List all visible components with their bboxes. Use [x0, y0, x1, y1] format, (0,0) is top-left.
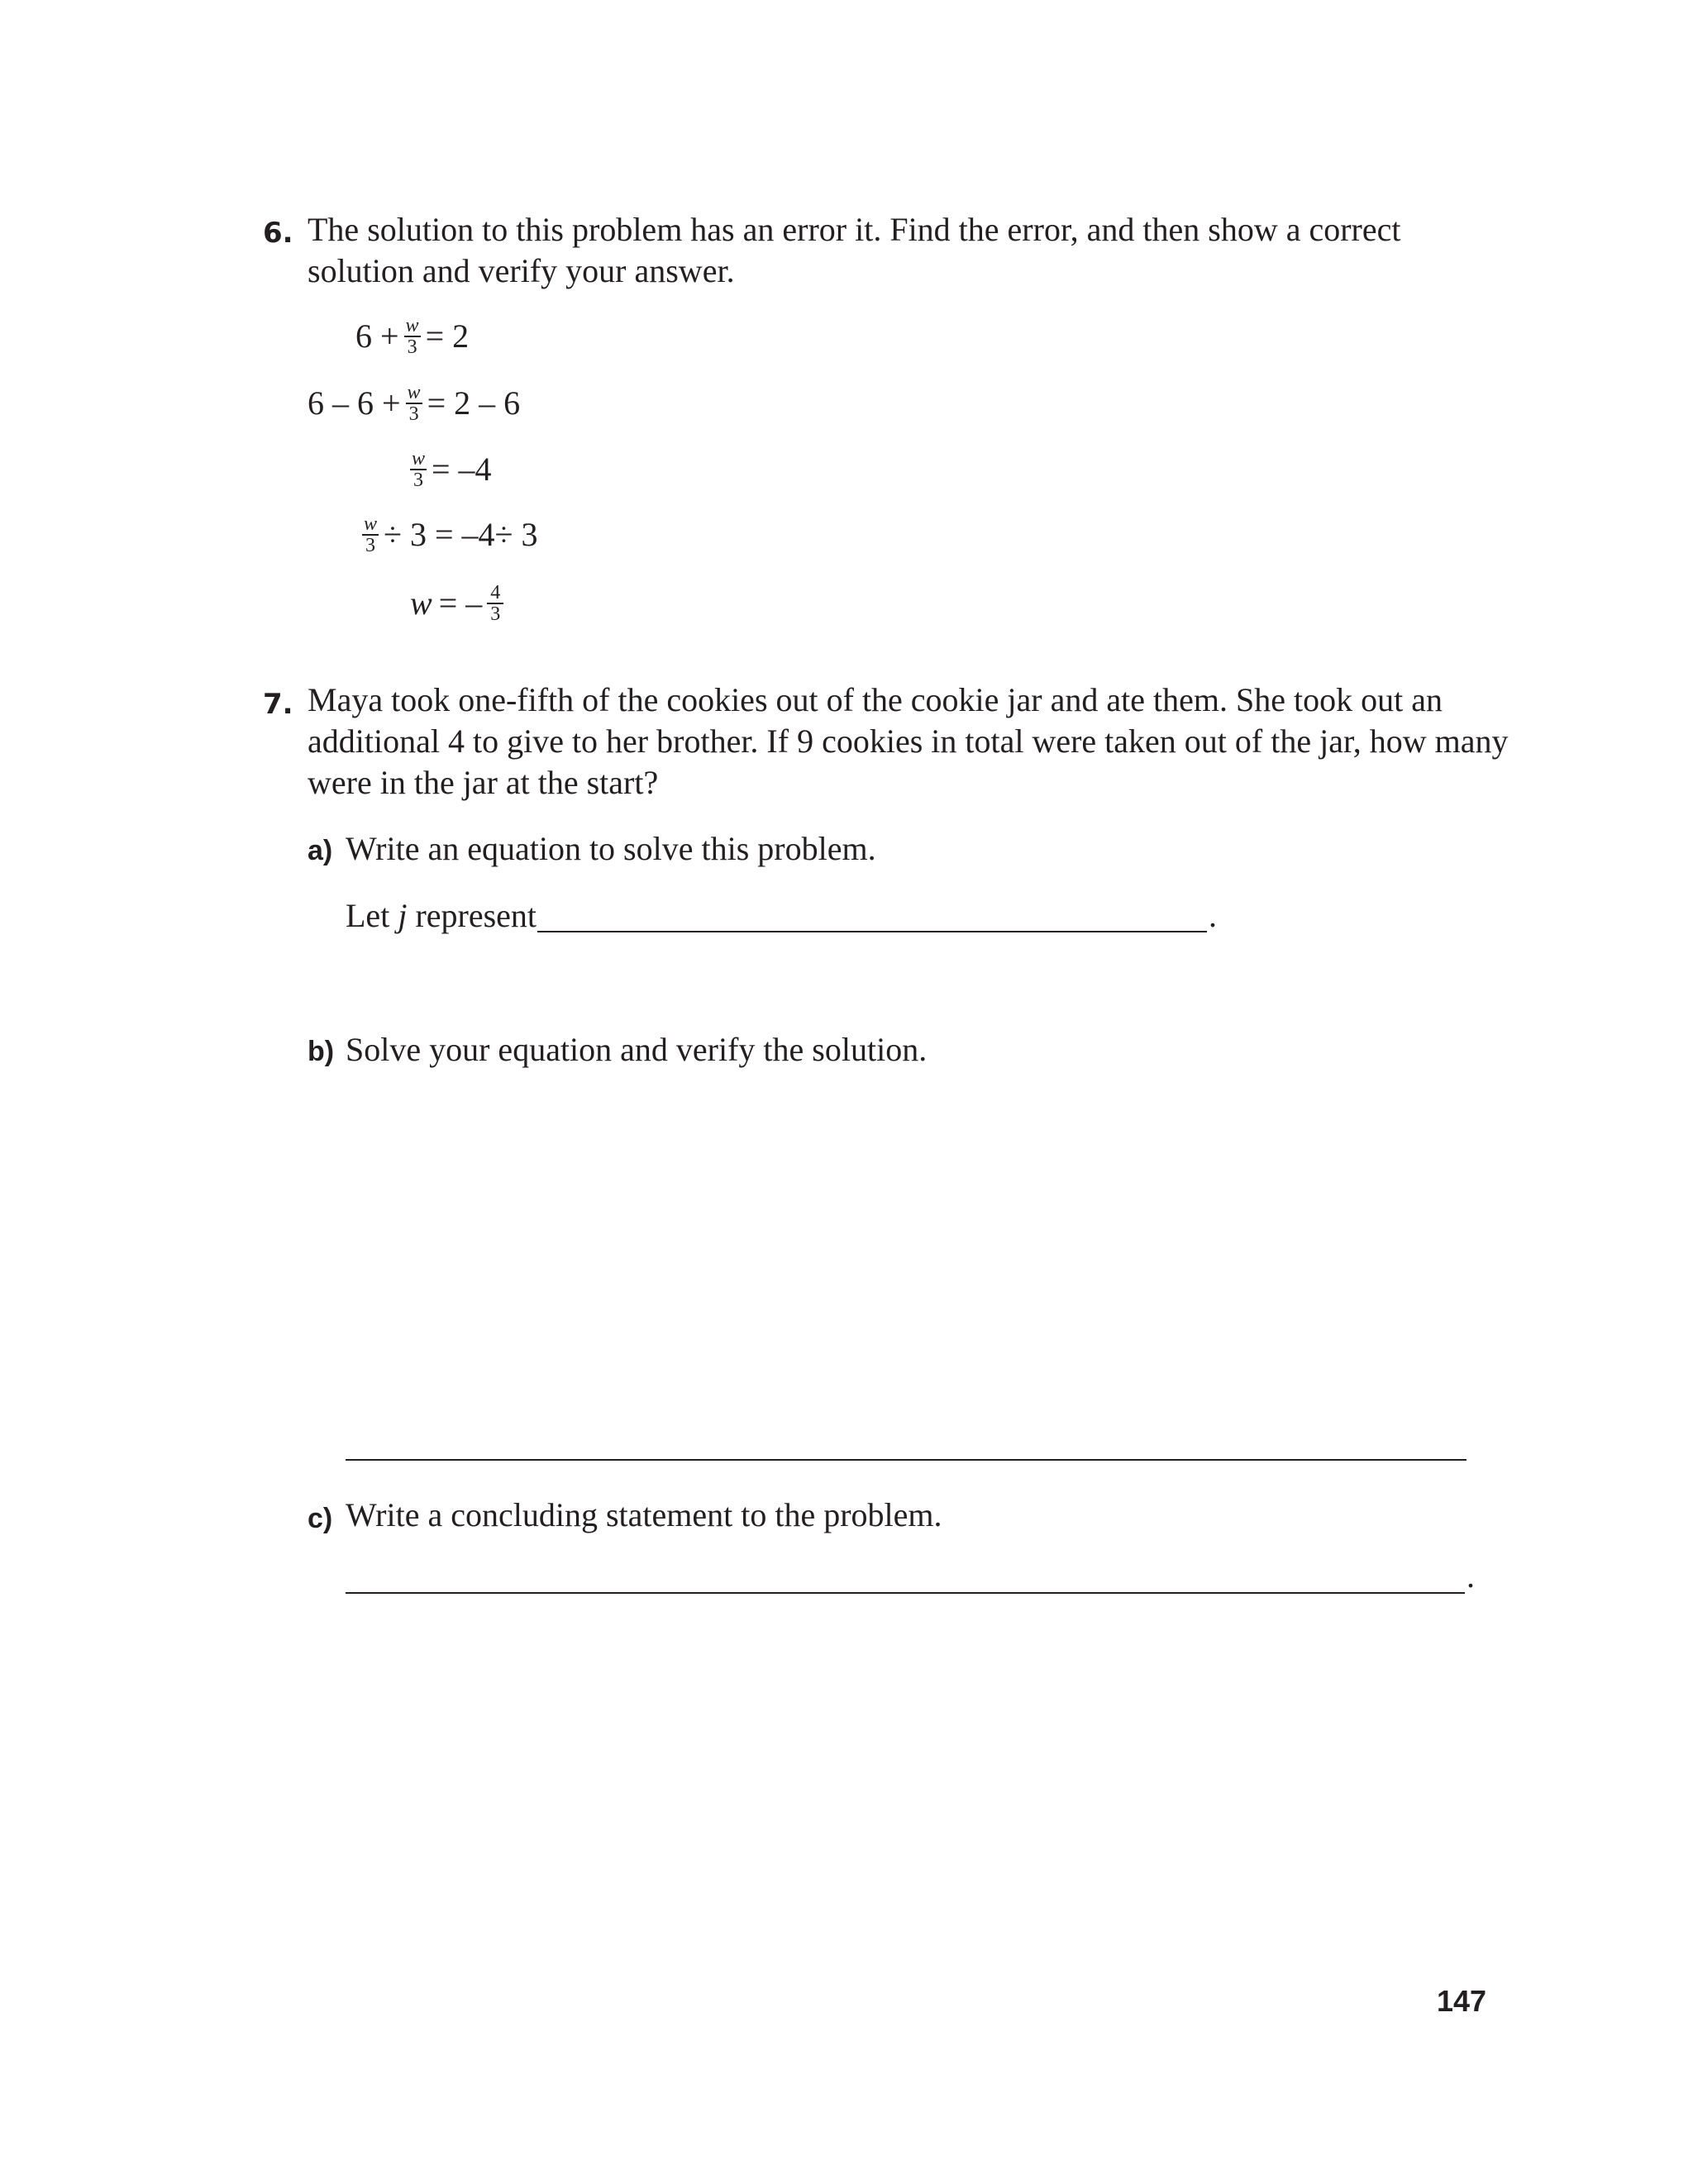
fraction-denominator: 3	[413, 470, 423, 491]
fraction-numerator: w	[411, 448, 425, 470]
question-6-number: 6.	[263, 217, 293, 250]
let-variable: j	[398, 897, 408, 934]
fraction-4-over-3	[487, 583, 503, 624]
part-a-label: a)	[308, 835, 333, 866]
fraction-w-over-3	[410, 449, 427, 490]
fraction-denominator: 3	[365, 535, 375, 556]
step-5-rhs: = –	[438, 584, 483, 622]
question-7-prompt-line-1: Maya took one-fifth of the cookies out of the cookie jar and ate them. She took out an	[308, 681, 1443, 718]
fraction-numerator: w	[407, 382, 421, 403]
step-2-rhs: = 2 – 6	[427, 384, 521, 422]
answer-line-period: .	[1209, 897, 1217, 934]
fraction-w-over-3	[362, 514, 379, 556]
step-1-lhs: 6 +	[355, 317, 399, 355]
part-c-text: Write a concluding statement to the problem.	[346, 1496, 942, 1533]
step-2-lhs: 6 – 6 +	[308, 384, 401, 422]
answer-line-conclusion[interactable]	[346, 1592, 1465, 1594]
fraction-w-over-3	[406, 383, 422, 424]
question-7-prompt-line-2: additional 4 to give to her brother. If 9 cookies in total were taken out of the jar, how many	[308, 722, 1509, 760]
equation-step-5	[410, 583, 508, 624]
part-a-text: Write an equation to solve this problem.	[346, 830, 876, 867]
equation-step-1	[355, 316, 469, 357]
step-1-rhs: = 2	[425, 317, 470, 355]
fraction-w-over-3	[404, 316, 421, 357]
answer-line-solution[interactable]	[346, 1459, 1466, 1461]
question-6-prompt-line-2: solution and verify your answer.	[308, 252, 735, 289]
let-suffix: represent	[415, 897, 537, 934]
part-b-text: Solve your equation and verify the solution.	[346, 1031, 928, 1068]
fraction-denominator: 3	[490, 603, 501, 625]
fraction-denominator: 3	[407, 336, 417, 358]
question-7-prompt-line-3: were in the jar at the start?	[308, 764, 659, 801]
step-3-rhs: = –4	[432, 451, 492, 488]
fraction-numerator: w	[405, 315, 419, 336]
conclusion-period: .	[1466, 1557, 1475, 1595]
answer-line-let-j[interactable]	[537, 931, 1207, 932]
page-number: 147	[1437, 1984, 1487, 2018]
fraction-numerator: w	[363, 513, 377, 535]
question-6-prompt-line-1: The solution to this problem has an error it. Find the error, and then show a correct	[308, 211, 1401, 248]
equation-step-3	[405, 449, 492, 490]
equation-step-2	[308, 383, 520, 424]
let-prefix: Let	[346, 897, 390, 934]
part-c-label: c)	[308, 1503, 333, 1534]
part-b-label: b)	[308, 1036, 335, 1067]
fraction-numerator: 4	[490, 582, 501, 603]
step-4-rhs: ÷ 3 = –4÷ 3	[384, 516, 538, 553]
equation-step-4	[357, 514, 537, 556]
question-7-number: 7.	[263, 688, 293, 721]
let-statement	[346, 895, 537, 937]
step-5-lhs: w	[410, 584, 432, 622]
fraction-denominator: 3	[408, 403, 419, 425]
